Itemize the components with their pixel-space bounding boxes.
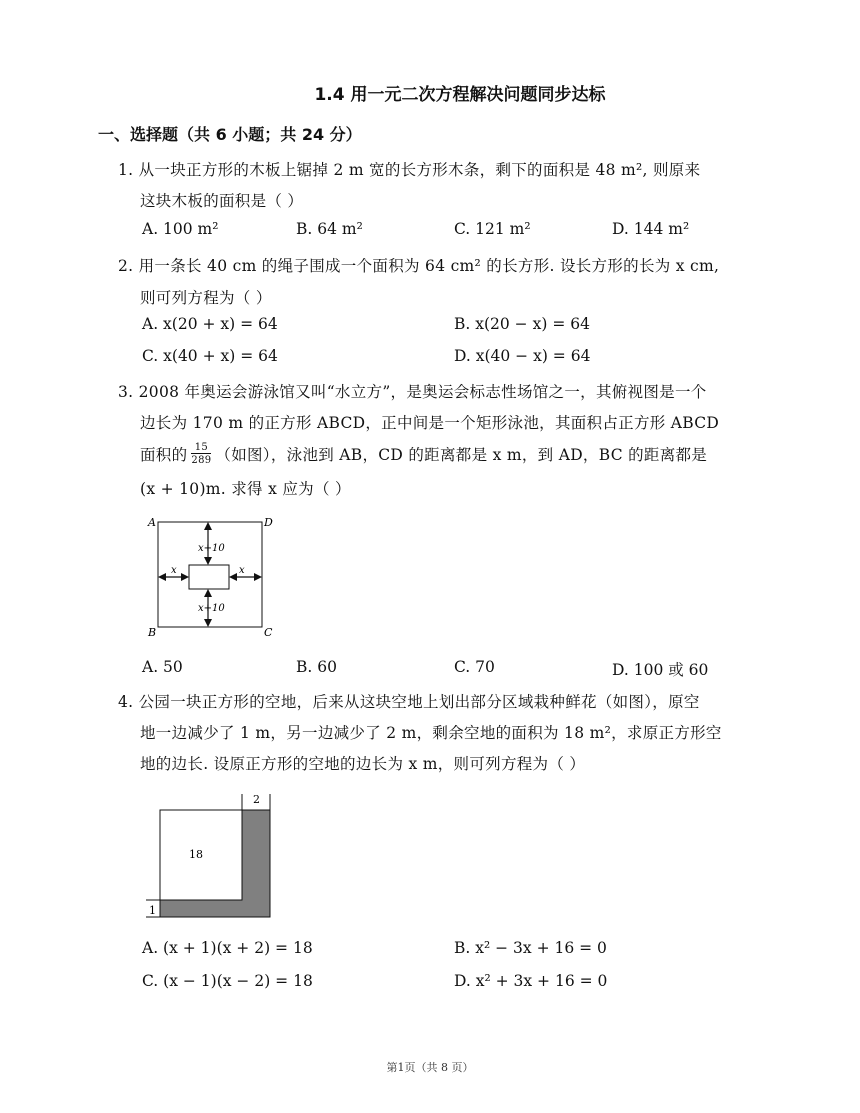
q4-line2: 地一边减少了 1 m，另一边减少了 2 m，剩余空地的面积为 18 m²，求原正方形空	[140, 724, 722, 742]
page-footer: 第1页（共 8 页）	[386, 1061, 474, 1074]
q1-option-d: D. 144 m²	[612, 220, 690, 238]
right-distance-label: x	[239, 565, 245, 576]
q1-option-c: C. 121 m²	[454, 220, 531, 238]
vertex-c-label: C	[264, 626, 273, 639]
q4-option-a: A. (x + 1)(x + 2) = 18	[142, 939, 313, 957]
pool-rect	[189, 565, 229, 589]
left-side-label: 1	[149, 904, 156, 917]
q4-line1: 4. 公园一块正方形的空地，后来从这块空地上划出部分区域栽种鲜花（如图），原空	[118, 693, 700, 711]
q2-option-d: D. x(40 − x) = 64	[454, 347, 591, 365]
page-title: 1.4 用一元二次方程解决问题同步达标	[314, 85, 606, 105]
q3-line3-pre: 面积的	[140, 446, 188, 464]
q4-line3: 地的边长. 设原正方形的空地的边长为 x m，则可列方程为（ ）	[140, 755, 586, 773]
q3-option-c: C. 70	[454, 658, 495, 676]
top-side-label: 2	[253, 793, 260, 806]
q3-line1: 3. 2008 年奥运会游泳馆又叫“水立方”，是奥运会标志性场馆之一，其俯视图是一个	[118, 383, 707, 401]
section-heading: 一、选择题（共 6 小题；共 24 分）	[98, 125, 362, 144]
q2-line2: 则可列方程为（ ）	[140, 289, 272, 307]
q2-option-b: B. x(20 − x) = 64	[454, 315, 590, 333]
q1-option-a: A. 100 m²	[142, 220, 219, 238]
q3-option-d: D. 100 或 60	[612, 661, 709, 679]
q1-line2: 这块木板的面积是（ ）	[140, 192, 304, 210]
top-distance-label: x+10	[198, 543, 225, 554]
area-label: 18	[189, 848, 203, 861]
q4-option-c: C. (x − 1)(x − 2) = 18	[142, 972, 313, 990]
fraction-denominator: 289	[191, 455, 212, 466]
fraction-numerator: 15	[194, 442, 209, 453]
q4-option-d: D. x² + 3x + 16 = 0	[454, 972, 608, 990]
q1-option-b: B. 64 m²	[296, 220, 363, 238]
vertex-a-label: A	[148, 516, 156, 529]
q4-option-b: B. x² − 3x + 16 = 0	[454, 939, 607, 957]
q2-option-a: A. x(20 + x) = 64	[142, 315, 278, 333]
q3-line3	[140, 442, 707, 466]
q3-line4: (x + 10)m. 求得 x 应为（ ）	[140, 480, 351, 498]
vertex-b-label: B	[148, 626, 157, 639]
q2-line1: 2. 用一条长 40 cm 的绳子围成一个面积为 64 cm² 的长方形. 设长方形的长为 x cm,	[118, 257, 720, 275]
vertex-d-label: D	[264, 516, 273, 529]
left-distance-label: x	[171, 565, 177, 576]
q3-line2: 边长为 170 m 的正方形 ABCD，正中间是一个矩形泳池，其面积占正方形 ABCD	[140, 414, 720, 432]
q4-figure-diagram	[140, 790, 280, 922]
q3-option-b: B. 60	[296, 658, 337, 676]
q1-line1: 1. 从一块正方形的木板上锯掉 2 m 宽的长方形木条，剩下的面积是 48 m², 则原来	[118, 161, 701, 179]
bottom-distance-label: x+10	[198, 603, 225, 614]
q3-figure-diagram	[140, 510, 280, 642]
q3-option-a: A. 50	[142, 658, 183, 676]
fraction	[191, 442, 211, 466]
q2-option-c: C. x(40 + x) = 64	[142, 347, 278, 365]
q3-line3-post: （如图），泳池到 AB，CD 的距离都是 x m，到 AD，BC 的距离都是	[215, 446, 708, 464]
